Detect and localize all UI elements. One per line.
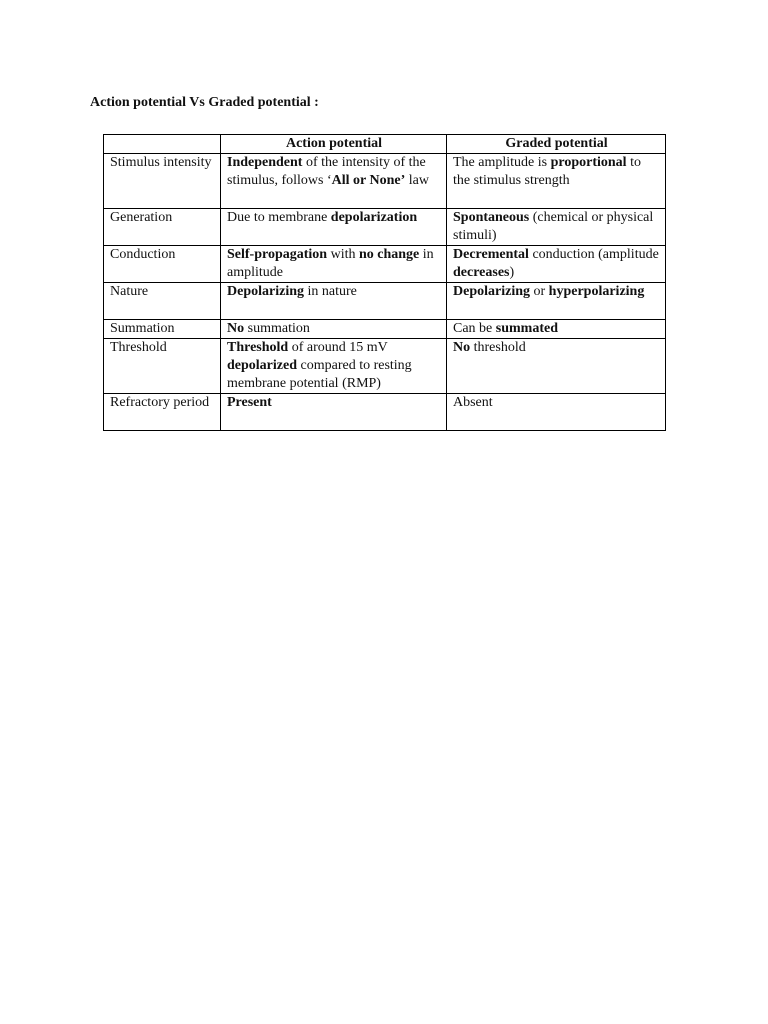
table-row <box>104 320 666 339</box>
table-row <box>104 209 666 246</box>
table-row <box>104 283 666 320</box>
table-body <box>104 154 666 431</box>
bold-text-segment: hyperpolarizing <box>548 284 645 299</box>
text-segment: compared to resting membrane potential (RMP) <box>227 358 412 391</box>
table-row <box>104 246 666 283</box>
bold-text-segment: Spontaneous <box>453 210 530 225</box>
text-segment: Can be <box>453 321 496 336</box>
text-segment: to the stimulus strength <box>453 155 641 188</box>
text-segment: threshold <box>470 340 526 355</box>
text-segment: in nature <box>304 284 357 299</box>
text-segment: (chemical or physical stimuli) <box>453 210 654 243</box>
bold-text-segment: no change <box>358 247 420 262</box>
bold-text-segment: Depolarizing <box>453 284 530 299</box>
action-potential-cell <box>221 339 447 394</box>
row-label-cell: Conduction <box>104 246 221 283</box>
bold-text-segment: No <box>453 340 471 355</box>
bold-text-segment: decreases <box>453 265 510 280</box>
graded-potential-cell <box>447 394 666 431</box>
text-segment: summation <box>244 321 310 336</box>
bold-text-segment: depolarization <box>330 210 418 225</box>
row-label-cell: Threshold <box>104 339 221 394</box>
action-potential-cell <box>221 209 447 246</box>
text-segment: law <box>405 173 429 188</box>
text-segment: conduction (amplitude <box>528 247 659 262</box>
bold-text-segment: Present <box>227 395 272 410</box>
action-potential-cell <box>221 154 447 209</box>
graded-potential-cell <box>447 246 666 283</box>
header-cell-action-potential: Action potential <box>221 135 447 154</box>
text-segment: of the intensity of the stimulus, follows ‘ <box>227 155 426 188</box>
bold-text-segment: Depolarizing <box>227 284 304 299</box>
table-row <box>104 394 666 431</box>
text-segment: in amplitude <box>227 247 434 280</box>
bold-text-segment: Independent <box>227 155 303 170</box>
bold-text-segment: Self-propagation <box>227 247 328 262</box>
graded-potential-cell <box>447 339 666 394</box>
bold-text-segment: summated <box>495 321 558 336</box>
row-label-cell: Refractory period <box>104 394 221 431</box>
action-potential-cell <box>221 394 447 431</box>
text-segment: or <box>530 284 549 299</box>
text-segment: of around 15 mV <box>288 340 388 355</box>
graded-potential-cell <box>447 154 666 209</box>
bold-text-segment: depolarized <box>227 358 297 373</box>
bold-text-segment: All or None’ <box>331 173 406 188</box>
header-cell-graded-potential: Graded potential <box>447 135 666 154</box>
header-row <box>104 135 666 154</box>
action-potential-cell <box>221 320 447 339</box>
document-title: Action potential Vs Graded potential : <box>90 95 319 110</box>
action-potential-cell <box>221 283 447 320</box>
text-segment: ) <box>509 265 515 280</box>
row-label-cell: Generation <box>104 209 221 246</box>
text-segment: Absent <box>453 395 493 410</box>
text-segment: The amplitude is <box>453 155 551 170</box>
bold-text-segment: proportional <box>550 155 627 170</box>
bold-text-segment: Decremental <box>453 247 529 262</box>
row-label-cell: Summation <box>104 320 221 339</box>
table-row <box>104 339 666 394</box>
graded-potential-cell <box>447 320 666 339</box>
row-label-cell: Nature <box>104 283 221 320</box>
text-segment: with <box>327 247 359 262</box>
header-cell-empty <box>104 135 221 154</box>
bold-text-segment: No <box>227 321 245 336</box>
table-row <box>104 154 666 209</box>
comparison-table <box>103 134 666 431</box>
text-segment: Due to membrane <box>227 210 331 225</box>
action-potential-cell <box>221 246 447 283</box>
graded-potential-cell <box>447 283 666 320</box>
graded-potential-cell <box>447 209 666 246</box>
row-label-cell: Stimulus intensity <box>104 154 221 209</box>
bold-text-segment: Threshold <box>227 340 289 355</box>
